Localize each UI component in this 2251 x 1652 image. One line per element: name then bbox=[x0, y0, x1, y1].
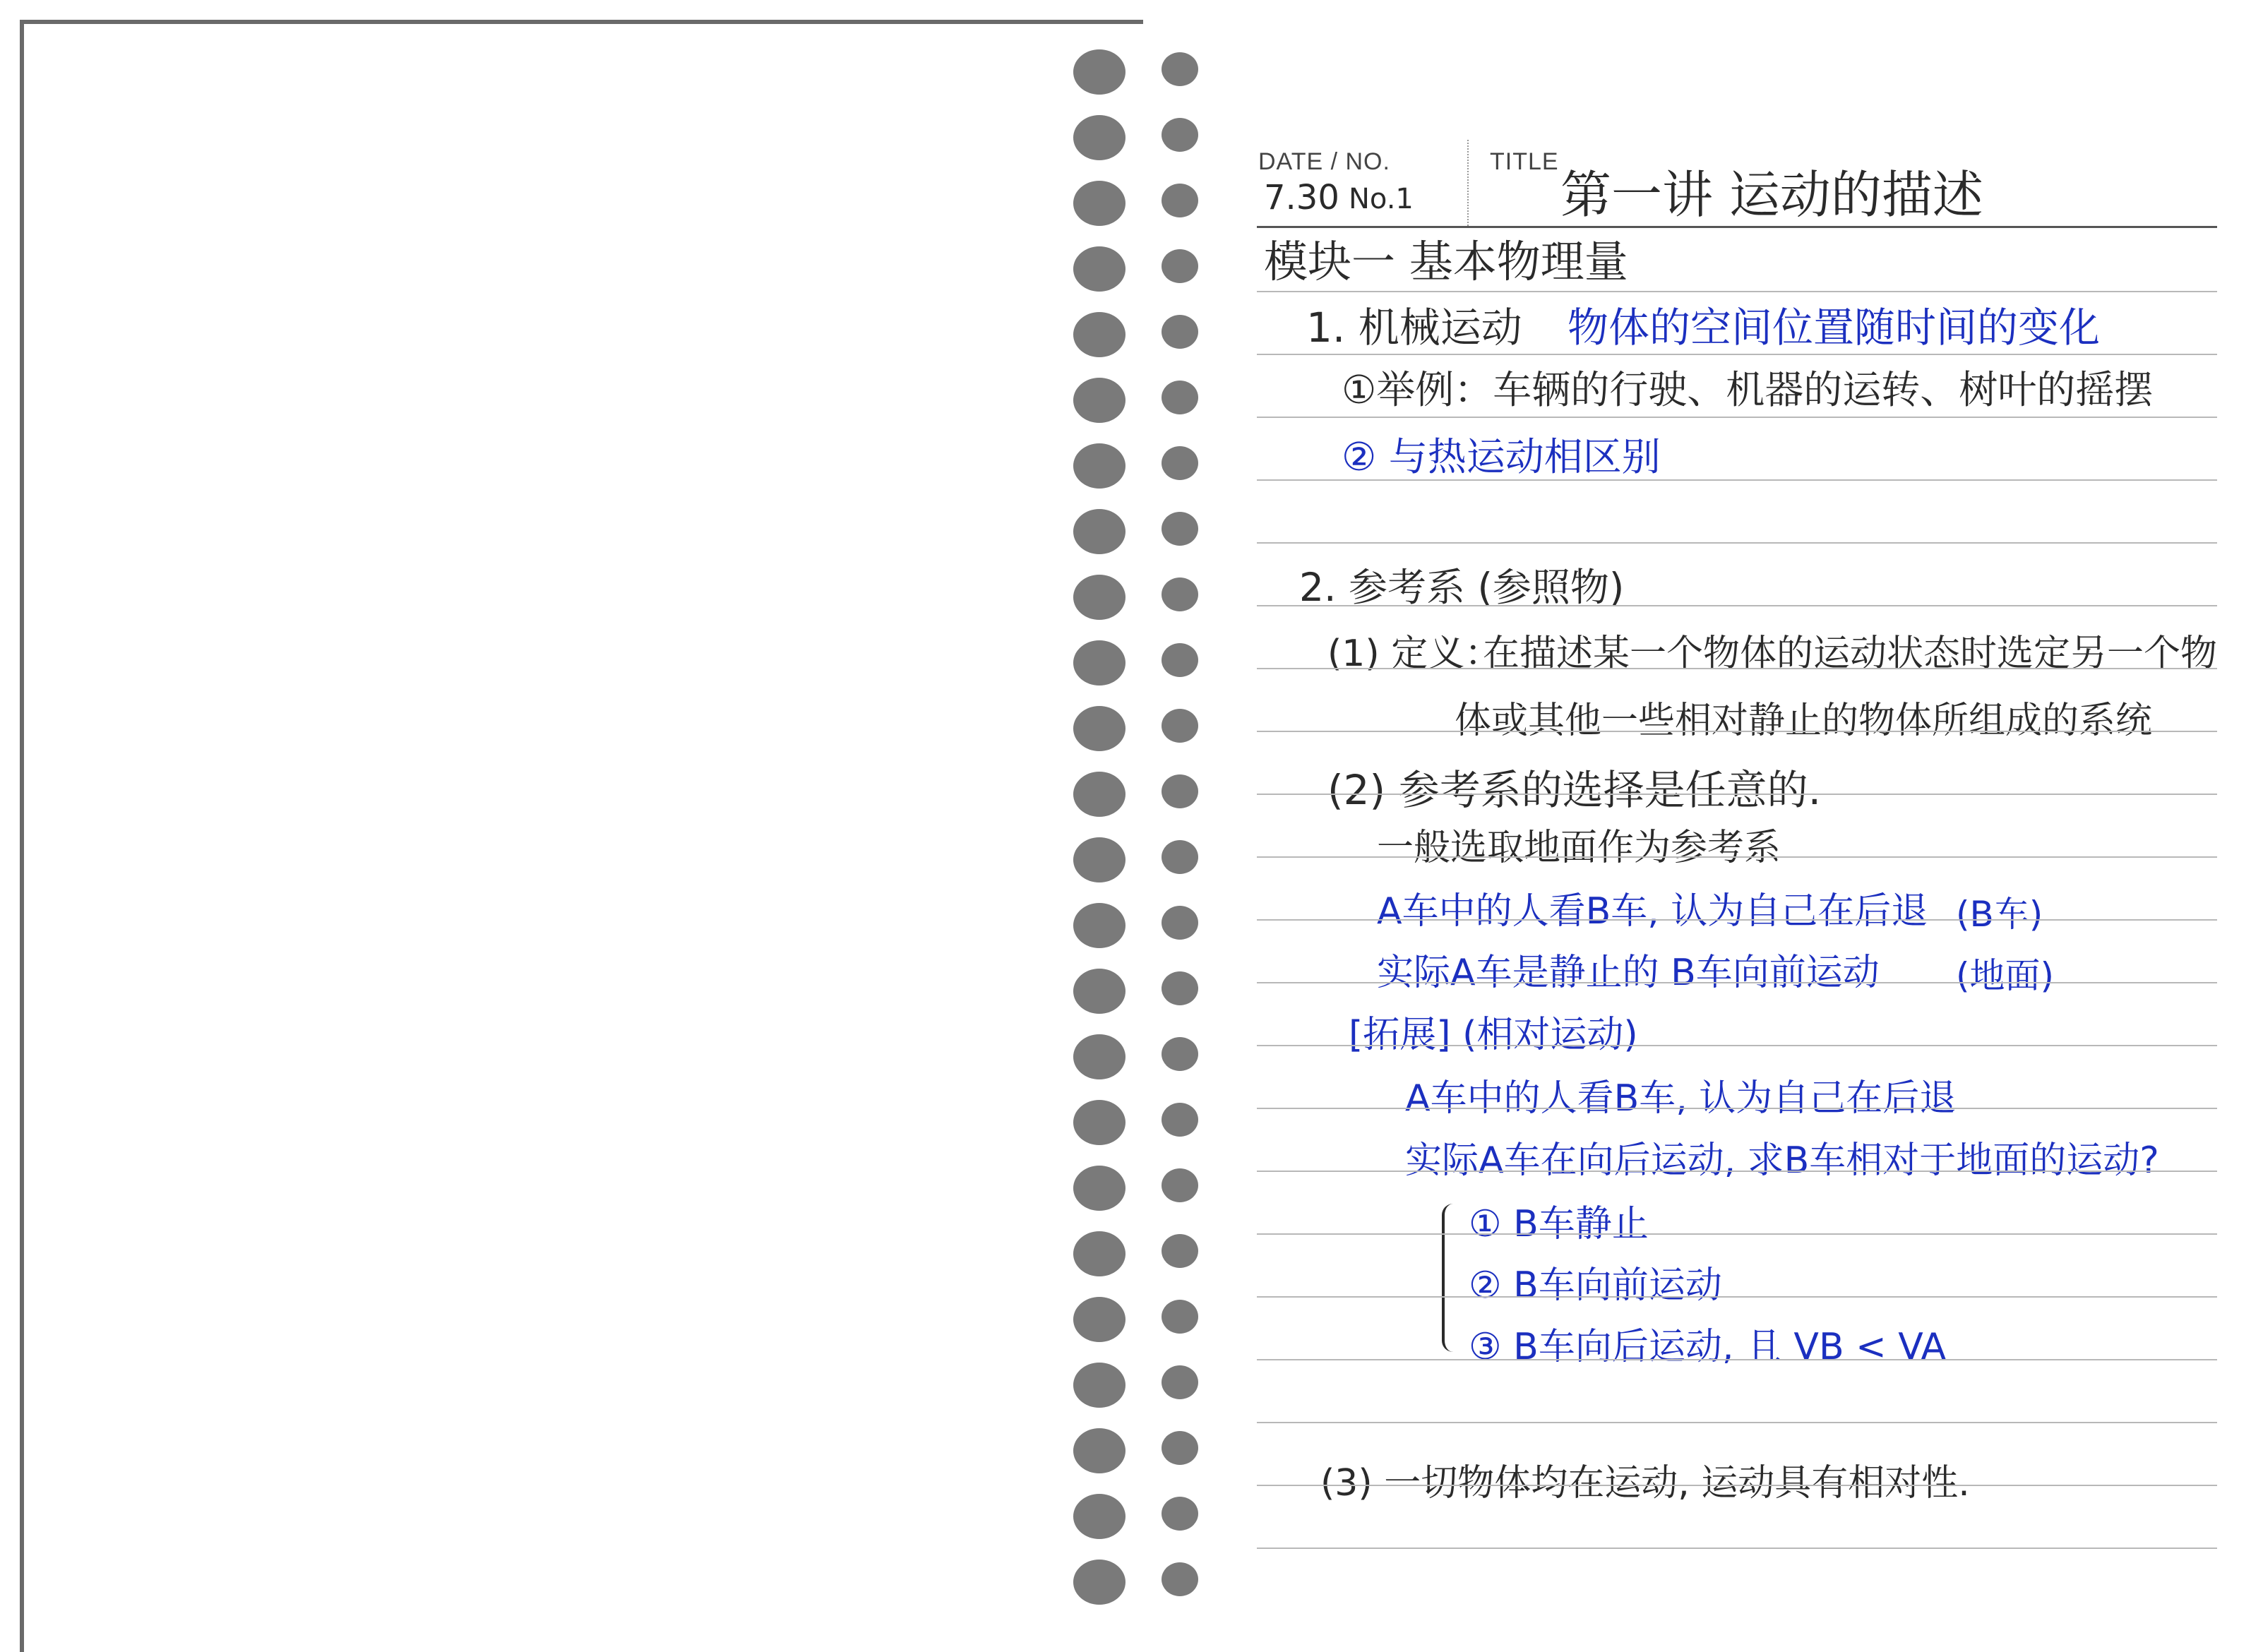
header-rule bbox=[1257, 226, 2217, 228]
binding-hole bbox=[1073, 706, 1126, 751]
binding-hole bbox=[1073, 49, 1126, 95]
ruled-line bbox=[1257, 1108, 2217, 1109]
binding-hole bbox=[1073, 1034, 1126, 1079]
binding-ring bbox=[1162, 906, 1198, 940]
left-blank-page bbox=[20, 20, 1143, 1652]
binding-ring bbox=[1162, 249, 1198, 283]
item1-definition: 物体的空间位置随时间的变化 bbox=[1568, 304, 2101, 352]
ruled-line bbox=[1257, 1171, 2217, 1172]
ruled-line bbox=[1257, 1296, 2217, 1298]
binding-hole bbox=[1073, 772, 1126, 817]
binding-hole bbox=[1073, 115, 1126, 160]
binding-ring bbox=[1162, 840, 1198, 874]
binding-hole bbox=[1073, 1428, 1126, 1473]
choice-sub: 一般选取地面作为参考系 bbox=[1377, 827, 1781, 869]
case2: ② B车向前运动 bbox=[1469, 1264, 1722, 1307]
ruled-line bbox=[1257, 1548, 2217, 1549]
date-value: 7.30 bbox=[1264, 178, 1339, 217]
choice-statement: (2) 参考系的选择是任意的. bbox=[1327, 766, 1822, 814]
binding-ring bbox=[1162, 1365, 1198, 1399]
ruled-line bbox=[1257, 417, 2217, 418]
binding-hole bbox=[1073, 443, 1126, 489]
binding-ring bbox=[1162, 446, 1198, 480]
binding-ring bbox=[1162, 709, 1198, 743]
ruled-line bbox=[1257, 982, 2217, 983]
ruled-line bbox=[1257, 1485, 2217, 1486]
definition-label: (1) 定义： bbox=[1327, 633, 1502, 675]
case1: ① B车静止 bbox=[1469, 1203, 1649, 1245]
binding-hole bbox=[1073, 903, 1126, 948]
extension-title: [拓展] (相对运动) bbox=[1349, 1014, 1638, 1056]
binding-hole bbox=[1073, 509, 1126, 554]
extension-line1: A车中的人看B车, 认为自己在后退 bbox=[1405, 1077, 1957, 1120]
title-label: TITLE bbox=[1490, 148, 1559, 175]
ruled-line bbox=[1257, 291, 2217, 292]
binding-ring bbox=[1162, 643, 1198, 677]
binding-ring bbox=[1162, 1562, 1198, 1596]
binding-hole bbox=[1073, 1100, 1126, 1145]
binding-ring bbox=[1162, 52, 1198, 86]
example2: 实际A车是静止的 B车向前运动 bbox=[1377, 952, 1880, 994]
binding-ring bbox=[1162, 577, 1198, 611]
binding-ring bbox=[1162, 381, 1198, 414]
item2-title: 2. 参考系 (参照物) bbox=[1299, 565, 1625, 610]
ruled-line bbox=[1257, 856, 2217, 858]
item1-example: ①举例：车辆的行驶、机器的运转、树叶的摇摆 bbox=[1342, 367, 2154, 412]
binding-hole bbox=[1073, 246, 1126, 292]
module-heading: 模块一 基本物理量 bbox=[1264, 236, 1628, 287]
ruled-line bbox=[1257, 542, 2217, 544]
binding-ring bbox=[1162, 971, 1198, 1005]
example1-reference: (B车) bbox=[1956, 894, 2043, 935]
definition-line2: 体或其他一些相对静止的物体所组成的系统 bbox=[1455, 700, 2153, 742]
binding-hole bbox=[1073, 1363, 1126, 1408]
binding-hole bbox=[1073, 1166, 1126, 1211]
date-label: DATE / NO. bbox=[1258, 148, 1390, 175]
binding-hole bbox=[1073, 640, 1126, 686]
case-brace bbox=[1442, 1204, 1463, 1352]
binding-ring bbox=[1162, 1103, 1198, 1137]
ruled-line bbox=[1257, 1422, 2217, 1423]
example1: A车中的人看B车, 认为自己在后退 bbox=[1377, 890, 1928, 933]
binding-hole bbox=[1073, 1231, 1126, 1276]
ruled-line bbox=[1257, 668, 2217, 669]
binding-ring bbox=[1162, 774, 1198, 808]
ruled-line bbox=[1257, 1359, 2217, 1360]
ruled-line bbox=[1257, 1233, 2217, 1235]
number-value: No.1 bbox=[1349, 183, 1414, 215]
definition-line1: 在描述某一个物体的运动状态时选定另一个物 bbox=[1483, 633, 2218, 675]
ruled-line bbox=[1257, 794, 2217, 795]
ruled-line bbox=[1257, 919, 2217, 921]
binding-ring bbox=[1162, 118, 1198, 152]
binding-hole bbox=[1073, 181, 1126, 226]
binding-hole bbox=[1073, 969, 1126, 1014]
binding-hole bbox=[1073, 837, 1126, 882]
binding-hole bbox=[1073, 1560, 1126, 1605]
binding-hole bbox=[1073, 312, 1126, 357]
binding-hole bbox=[1073, 1297, 1126, 1342]
extension-line2: 实际A车在向后运动, 求B车相对于地面的运动? bbox=[1405, 1139, 2159, 1182]
ruled-line bbox=[1257, 605, 2217, 606]
ruled-line bbox=[1257, 479, 2217, 481]
binding-ring bbox=[1162, 1234, 1198, 1268]
item1-title: 1. 机械运动 bbox=[1306, 304, 1522, 352]
ruled-line bbox=[1257, 1045, 2217, 1046]
binding-hole bbox=[1073, 575, 1126, 620]
binding-ring bbox=[1162, 315, 1198, 349]
page-title: 第一讲 运动的描述 bbox=[1560, 165, 1983, 225]
item3-statement: (3) 一切物体均在运动, 运动具有相对性. bbox=[1320, 1462, 1970, 1504]
example2-reference: (地面) bbox=[1956, 955, 2055, 996]
binding-ring bbox=[1162, 1300, 1198, 1334]
binding-ring bbox=[1162, 1497, 1198, 1531]
binding-ring bbox=[1162, 184, 1198, 217]
binding-hole bbox=[1073, 378, 1126, 423]
ruled-line bbox=[1257, 731, 2217, 732]
ruled-line bbox=[1257, 354, 2217, 355]
notebook-page bbox=[1214, 134, 2217, 1631]
binding-hole bbox=[1073, 1494, 1126, 1539]
binding-ring bbox=[1162, 1168, 1198, 1202]
binding-ring bbox=[1162, 1431, 1198, 1465]
case3: ③ B车向后运动, 且 VB < VA bbox=[1469, 1326, 1947, 1368]
spiral-binding bbox=[1059, 49, 1214, 1603]
header-divider bbox=[1467, 140, 1469, 226]
binding-ring bbox=[1162, 512, 1198, 546]
item1-compare: ② 与热运动相区别 bbox=[1342, 434, 1661, 479]
binding-ring bbox=[1162, 1037, 1198, 1071]
